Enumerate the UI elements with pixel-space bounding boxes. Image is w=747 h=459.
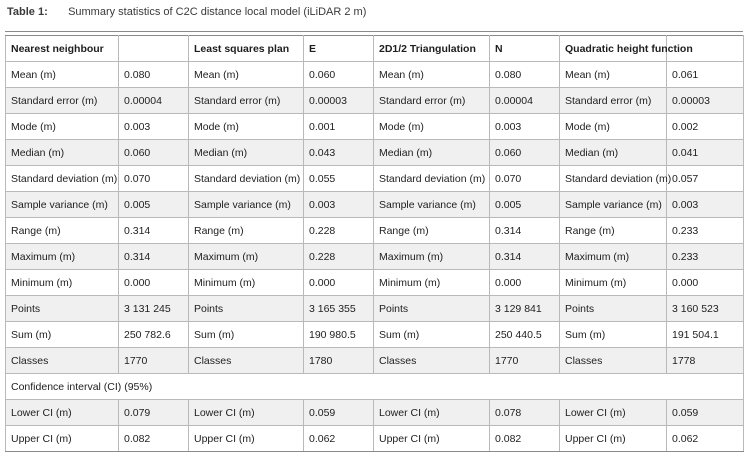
- ci-section-label: Confidence interval (CI) (95%): [6, 374, 744, 400]
- table-cell: Sum (m): [6, 322, 119, 348]
- table-cell: N: [490, 36, 560, 62]
- table-cell: 0.233: [667, 244, 744, 270]
- table-cell: 0.070: [490, 166, 560, 192]
- table-cell: 0.000: [304, 270, 374, 296]
- table-cell: 250 440.5: [490, 322, 560, 348]
- table-cell: Maximum (m): [6, 244, 119, 270]
- table-row: [6, 322, 744, 348]
- table-cell: Standard error (m): [6, 88, 119, 114]
- caption-text: Summary statistics of C2C distance local model (iLiDAR 2 m): [68, 6, 367, 18]
- table-cell: 0.057: [667, 166, 744, 192]
- table-cell: Sample variance (m): [6, 192, 119, 218]
- table-cell: 0.003: [119, 114, 189, 140]
- table-cell: 0.314: [119, 244, 189, 270]
- table-cell: 2D1/2 Triangulation: [374, 36, 490, 62]
- table-cell: Sample variance (m): [560, 192, 667, 218]
- table-cell: Sum (m): [560, 322, 667, 348]
- table-cell: [119, 36, 189, 62]
- table-cell: 0.070: [119, 166, 189, 192]
- table-cell: 0.005: [490, 192, 560, 218]
- table-cell: 0.078: [490, 400, 560, 426]
- caption-label: Table 1:: [7, 6, 48, 18]
- table-cell: Lower CI (m): [6, 400, 119, 426]
- table-row: [6, 296, 744, 322]
- table-row: [6, 192, 744, 218]
- table-cell: Classes: [560, 348, 667, 374]
- table-row: [6, 244, 744, 270]
- table-row: [6, 426, 744, 452]
- table-cell: 0.055: [304, 166, 374, 192]
- header-row: [6, 36, 744, 62]
- table-cell: 0.00004: [119, 88, 189, 114]
- table-cell: Standard error (m): [374, 88, 490, 114]
- table-cell: Lower CI (m): [374, 400, 490, 426]
- table-cell: Range (m): [374, 218, 490, 244]
- table-cell: Mean (m): [560, 62, 667, 88]
- table-cell: 0.059: [667, 400, 744, 426]
- table-cell: 0.314: [119, 218, 189, 244]
- table-cell: Median (m): [6, 140, 119, 166]
- table-cell: Maximum (m): [189, 244, 304, 270]
- table-cell: Mean (m): [6, 62, 119, 88]
- table-row: [6, 88, 744, 114]
- table-cell: Range (m): [189, 218, 304, 244]
- table-body: [6, 36, 744, 452]
- table-cell: 0.002: [667, 114, 744, 140]
- table-cell: Maximum (m): [374, 244, 490, 270]
- table-row: [6, 62, 744, 88]
- table-cell: 0.314: [490, 244, 560, 270]
- table-cell: 0.043: [304, 140, 374, 166]
- table-cell: Points: [189, 296, 304, 322]
- table-cell: 0.041: [667, 140, 744, 166]
- table-cell: 0.082: [119, 426, 189, 452]
- table-cell: Minimum (m): [6, 270, 119, 296]
- table-cell: 0.000: [119, 270, 189, 296]
- table-cell: Upper CI (m): [374, 426, 490, 452]
- table-cell: Upper CI (m): [6, 426, 119, 452]
- table-cell: Classes: [6, 348, 119, 374]
- table-cell: Mode (m): [560, 114, 667, 140]
- table-cell: 0.060: [304, 62, 374, 88]
- table-cell: 0.314: [490, 218, 560, 244]
- table-cell: 0.062: [667, 426, 744, 452]
- table-cell: Upper CI (m): [560, 426, 667, 452]
- top-rule: [5, 31, 743, 32]
- table-row: [6, 270, 744, 296]
- table-cell: 0.082: [490, 426, 560, 452]
- table-cell: Sum (m): [374, 322, 490, 348]
- table-cell: 0.060: [490, 140, 560, 166]
- table-cell: Lower CI (m): [189, 400, 304, 426]
- table-cell: 1770: [119, 348, 189, 374]
- table-cell: Mode (m): [374, 114, 490, 140]
- statistics-table: [5, 35, 744, 452]
- table-row: [6, 114, 744, 140]
- table-cell: 191 504.1: [667, 322, 744, 348]
- table-cell: Mode (m): [189, 114, 304, 140]
- table-cell: Mode (m): [6, 114, 119, 140]
- table-cell: 1780: [304, 348, 374, 374]
- ci-section-row: [6, 374, 744, 400]
- table-cell: 250 782.6: [119, 322, 189, 348]
- table-cell: Upper CI (m): [189, 426, 304, 452]
- table-cell: 0.061: [667, 62, 744, 88]
- table-cell: Range (m): [6, 218, 119, 244]
- table-cell: Points: [6, 296, 119, 322]
- table-cell: 0.000: [490, 270, 560, 296]
- table-cell: 0.228: [304, 218, 374, 244]
- table-cell: Standard error (m): [189, 88, 304, 114]
- table-cell: Median (m): [189, 140, 304, 166]
- table-cell: Standard deviation (m): [560, 166, 667, 192]
- table-row: [6, 166, 744, 192]
- table-cell: 0.005: [119, 192, 189, 218]
- table-cell: Mean (m): [374, 62, 490, 88]
- table-cell: 190 980.5: [304, 322, 374, 348]
- table-cell: Minimum (m): [189, 270, 304, 296]
- table-cell: 3 165 355: [304, 296, 374, 322]
- table-cell: Lower CI (m): [560, 400, 667, 426]
- table-cell: 0.001: [304, 114, 374, 140]
- table-row: [6, 400, 744, 426]
- table-cell: Maximum (m): [560, 244, 667, 270]
- table-cell: 0.228: [304, 244, 374, 270]
- table-cell: 0.003: [304, 192, 374, 218]
- table-cell: Sum (m): [189, 322, 304, 348]
- table-cell: Standard deviation (m): [189, 166, 304, 192]
- table-cell: Classes: [374, 348, 490, 374]
- table-cell: Points: [560, 296, 667, 322]
- table-cell: 3 129 841: [490, 296, 560, 322]
- table-cell: 0.00003: [667, 88, 744, 114]
- table-cell: Sample variance (m): [374, 192, 490, 218]
- table-cell: 0.00004: [490, 88, 560, 114]
- table-cell: E: [304, 36, 374, 62]
- table-cell: Nearest neighbour: [6, 36, 119, 62]
- table-cell: Sample variance (m): [189, 192, 304, 218]
- table-cell: 0.059: [304, 400, 374, 426]
- table-cell: 3 160 523: [667, 296, 744, 322]
- table-cell: Standard deviation (m): [374, 166, 490, 192]
- table-cell: 0.060: [119, 140, 189, 166]
- table-cell: 0.00003: [304, 88, 374, 114]
- table-cell: Mean (m): [189, 62, 304, 88]
- table-cell: Standard deviation (m): [6, 166, 119, 192]
- table-caption: [0, 0, 747, 24]
- table-cell: 1770: [490, 348, 560, 374]
- table-cell: Points: [374, 296, 490, 322]
- table-row: [6, 218, 744, 244]
- table-cell: Median (m): [560, 140, 667, 166]
- table-cell: 0.062: [304, 426, 374, 452]
- table-cell: Minimum (m): [374, 270, 490, 296]
- table-cell: 0.003: [490, 114, 560, 140]
- table-cell: Classes: [189, 348, 304, 374]
- table-cell: 0.233: [667, 218, 744, 244]
- table-row: [6, 348, 744, 374]
- table-cell: Standard error (m): [560, 88, 667, 114]
- table-cell: Range (m): [560, 218, 667, 244]
- table-cell: Minimum (m): [560, 270, 667, 296]
- table-cell: 0.080: [119, 62, 189, 88]
- table-cell: Quadratic height function: [560, 36, 667, 62]
- table-cell: 1778: [667, 348, 744, 374]
- table-cell: Least squares plan: [189, 36, 304, 62]
- table-cell: 0.000: [667, 270, 744, 296]
- table-cell: 0.080: [490, 62, 560, 88]
- table-cell: 0.003: [667, 192, 744, 218]
- table-row: [6, 140, 744, 166]
- table-cell: 3 131 245: [119, 296, 189, 322]
- table-cell: 0.079: [119, 400, 189, 426]
- table-cell: Median (m): [374, 140, 490, 166]
